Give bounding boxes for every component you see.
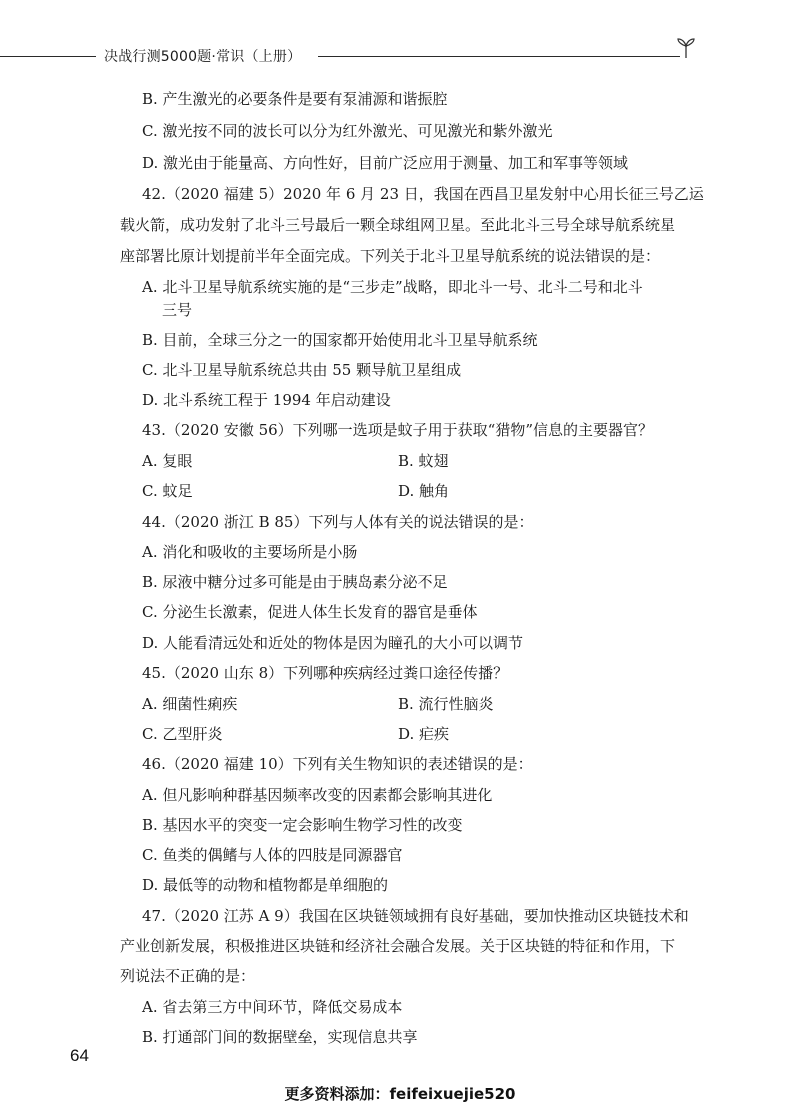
option-line: D. 触角 [398, 482, 450, 500]
option-line: A. 省去第三方中间环节，降低交易成本 [142, 998, 403, 1016]
option-line: B. 目前，全球三分之一的国家都开始使用北斗卫星导航系统 [142, 331, 538, 349]
option-line: 三号 [162, 301, 193, 319]
option-line: D. 北斗系统工程于 1994 年启动建设 [142, 391, 391, 409]
option-line: B. 打通部门间的数据壁垒，实现信息共享 [142, 1028, 418, 1046]
running-header [0, 36, 800, 66]
option-line: C. 分泌生长激素，促进人体生长发育的器官是垂体 [142, 603, 478, 621]
footer-note: 更多资料添加：feifeixuejie520 [284, 1085, 516, 1103]
header-title: 决战行测5000题·常识（上册） [104, 49, 302, 65]
sprout-icon [674, 36, 698, 60]
question-line: 42.（2020 福建 5）2020 年 6 月 23 日，我国在西昌卫星发射中心用长征三号乙运 [142, 185, 704, 203]
question-line: 座部署比原计划提前半年全面完成。下列关于北斗卫星导航系统的说法错误的是： [120, 247, 661, 265]
option-line: D. 激光由于能量高、方向性好，目前广泛应用于测量、加工和军事等领域 [142, 154, 629, 172]
option-line: A. 复眼 [142, 452, 193, 470]
option-line: B. 产生激光的必要条件是要有泵浦源和谐振腔 [142, 90, 448, 108]
option-line: C. 激光按不同的波长可以分为红外激光、可见激光和紫外激光 [142, 122, 553, 140]
question-line: 47.（2020 江苏 A 9）我国在区块链领域拥有良好基础，要加快推动区块链技术和 [142, 907, 689, 925]
question-line: 产业创新发展，积极推进区块链和经济社会融合发展。关于区块链的特征和作用，下 [120, 937, 676, 955]
question-line: 46.（2020 福建 10）下列有关生物知识的表述错误的是： [142, 755, 533, 773]
option-line: A. 细菌性痢疾 [142, 695, 238, 713]
question-line: 45.（2020 山东 8）下列哪种疾病经过粪口途径传播？ [142, 664, 509, 682]
option-line: B. 流行性脑炎 [398, 695, 494, 713]
option-line: D. 最低等的动物和植物都是单细胞的 [142, 876, 389, 894]
question-line: 44.（2020 浙江 B 85）下列与人体有关的说法错误的是： [142, 513, 534, 531]
header-rule-left [0, 56, 96, 57]
option-line: C. 蚊足 [142, 482, 193, 500]
option-line: C. 乙型肝炎 [142, 725, 223, 743]
option-line: B. 蚊翅 [398, 452, 449, 470]
option-line: A. 但凡影响种群基因频率改变的因素都会影响其进化 [142, 786, 493, 804]
option-line: A. 北斗卫星导航系统实施的是“三步走”战略，即北斗一号、北斗二号和北斗 [142, 278, 643, 296]
option-line: B. 尿液中糖分过多可能是由于胰岛素分泌不足 [142, 573, 448, 591]
option-line: D. 疟疾 [398, 725, 450, 743]
header-rule-right [318, 56, 680, 57]
question-line: 列说法不正确的是： [120, 967, 256, 985]
option-line: D. 人能看清远处和近处的物体是因为瞳孔的大小可以调节 [142, 634, 524, 652]
question-line: 载火箭，成功发射了北斗三号最后一颗全球组网卫星。至此北斗三号全球导航系统星 [120, 216, 676, 234]
option-line: B. 基因水平的突变一定会影响生物学习性的改变 [142, 816, 463, 834]
option-line: A. 消化和吸收的主要场所是小肠 [142, 543, 358, 561]
question-line: 43.（2020 安徽 56）下列哪一选项是蚊子用于获取“猎物”信息的主要器官？ [142, 421, 653, 439]
option-line: C. 北斗卫星导航系统总共由 55 颗导航卫星组成 [142, 361, 462, 379]
page-number: 64 [70, 1046, 89, 1065]
option-line: C. 鱼类的偶鳍与人体的四肢是同源器官 [142, 846, 403, 864]
